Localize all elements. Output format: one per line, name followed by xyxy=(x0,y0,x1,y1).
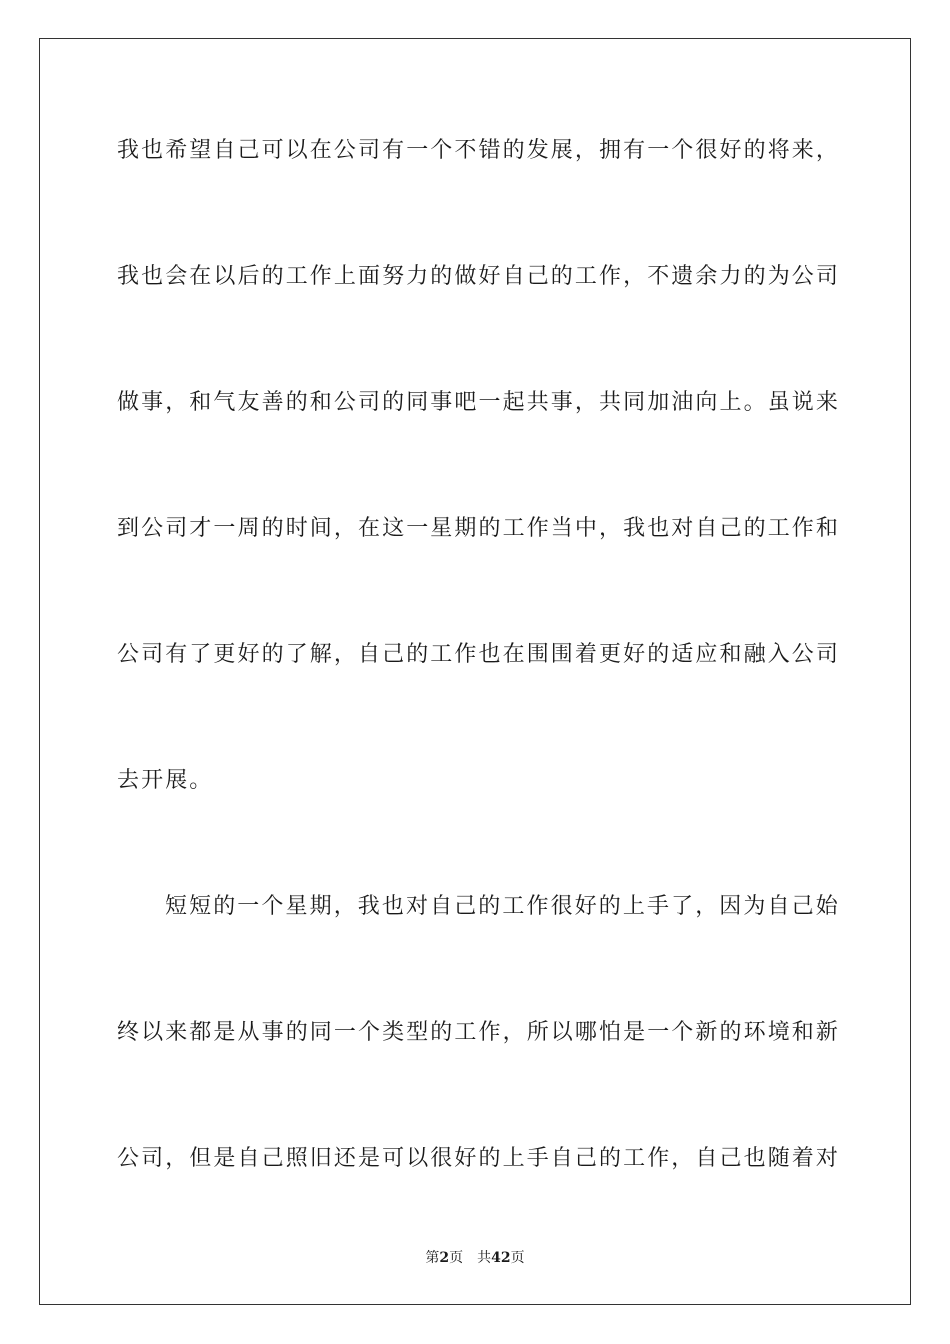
document-body xyxy=(117,124,841,1258)
text-line: 去开展。 xyxy=(117,768,214,793)
page-suffix: 页 xyxy=(449,1250,464,1266)
paragraph-first-line: 短短的一个星期，我也对自己的工作很好的上手了，因为自己始 xyxy=(165,894,840,919)
text-line: 我也希望自己可以在公司有一个不错的发展，拥有一个很好的将来， xyxy=(117,138,841,163)
text-line: 公司有了更好的了解，自己的工作也在围围着更好的适应和融入公司 xyxy=(117,642,841,667)
page-number-label xyxy=(425,1250,463,1266)
total-suffix: 页 xyxy=(510,1250,525,1266)
text-line: 做事，和气友善的和公司的同事吧一起共事，共同加油向上。虽说来 xyxy=(117,390,841,415)
total-pages-label xyxy=(477,1250,524,1266)
text-line: 到公司才一周的时间，在这一星期的工作当中，我也对自己的工作和 xyxy=(117,516,841,541)
page-number: 2 xyxy=(439,1250,450,1266)
total-prefix: 共 xyxy=(477,1250,492,1266)
page-prefix: 第 xyxy=(425,1250,440,1266)
total-pages: 42 xyxy=(491,1250,511,1266)
text-line: 公司，但是自己照旧还是可以很好的上手自己的工作，自己也随着对 xyxy=(117,1146,841,1171)
text-line: 终以来都是从事的同一个类型的工作，所以哪怕是一个新的环境和新 xyxy=(117,1020,841,1045)
page-footer xyxy=(0,1248,950,1268)
text-line: 我也会在以后的工作上面努力的做好自己的工作，不遗余力的为公司 xyxy=(117,264,841,289)
